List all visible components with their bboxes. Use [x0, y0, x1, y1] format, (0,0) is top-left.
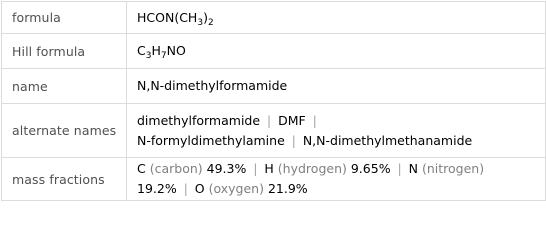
mass-fraction-item: [264, 161, 390, 176]
separator: |: [397, 162, 402, 176]
element-name: (hydrogen): [277, 161, 347, 176]
name-value: N,N-dimethylformamide: [127, 69, 546, 104]
element-name: (carbon): [149, 161, 203, 176]
mass-fractions-value: [127, 158, 546, 201]
alternate-name: N,N-dimethylmethanamide: [302, 132, 473, 148]
mass-fraction-item: [409, 161, 484, 176]
formula-value: [127, 2, 546, 34]
hill-formula-part: NO: [166, 43, 186, 58]
formula-part: HCON(CH: [137, 9, 198, 25]
fraction-value: 49.3%: [206, 161, 247, 176]
hill-formula-row: [2, 34, 546, 69]
properties-table: [1, 1, 546, 201]
alternate-names-label: alternate names: [2, 104, 127, 158]
alternate-names-row: [2, 104, 546, 158]
alternate-name: dimethylformamide: [137, 112, 261, 128]
hill-formula-part: H: [151, 43, 161, 58]
hill-formula-subscript: 7: [160, 51, 167, 61]
element-symbol: O: [194, 181, 205, 196]
alternate-name: N-formyldimethylamine: [137, 132, 285, 148]
element-symbol: C: [137, 161, 146, 176]
element-symbol: N: [408, 161, 418, 176]
separator: |: [312, 113, 317, 128]
hill-formula-value: [127, 34, 546, 69]
fraction-value: 9.65%: [350, 161, 391, 176]
alternate-names-value: [127, 104, 546, 158]
separator: |: [253, 162, 258, 176]
mass-fraction-item: [195, 181, 308, 196]
alternate-name: DMF: [278, 112, 306, 128]
formula-label: formula: [2, 2, 127, 34]
element-symbol: H: [264, 161, 274, 176]
formula-part: ): [203, 9, 208, 25]
hill-formula-label: Hill formula: [2, 34, 127, 69]
hill-formula-subscript: 3: [145, 51, 152, 61]
separator: |: [267, 113, 272, 128]
separator: |: [291, 133, 296, 148]
mass-fractions-label: mass fractions: [2, 158, 127, 201]
mass-fractions-row: [2, 158, 546, 201]
element-name: (oxygen): [208, 181, 264, 196]
hill-formula-part: C: [137, 43, 146, 58]
formula-row: [2, 2, 546, 34]
fraction-value: 19.2%: [137, 181, 177, 196]
mass-fraction-item: [137, 161, 246, 176]
formula-subscript: 2: [207, 17, 214, 28]
element-name: (nitrogen): [421, 161, 485, 176]
formula-subscript: 3: [197, 17, 204, 28]
fraction-value: 21.9%: [267, 181, 308, 196]
name-row: [2, 69, 546, 104]
separator: |: [183, 182, 188, 196]
name-label: name: [2, 69, 127, 104]
